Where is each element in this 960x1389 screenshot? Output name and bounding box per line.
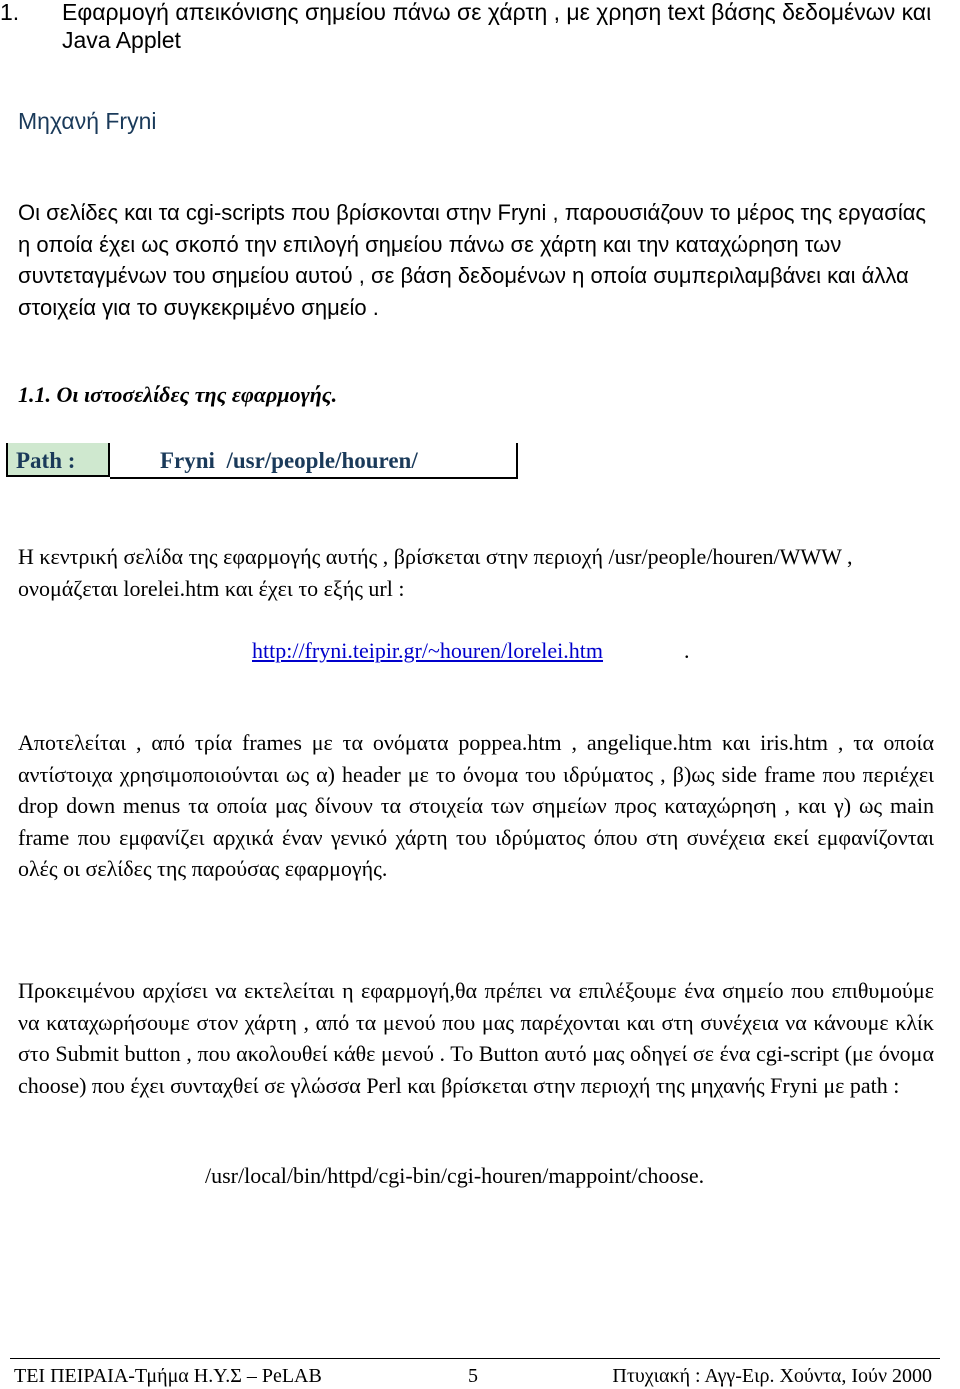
path-label: Path : — [16, 448, 76, 473]
submit-paragraph: Προκειμένου αρχίσει να εκτελείται η εφαρμογή,θα πρέπει να επιλέξουμε ένα σημείο που επιθυμούμε να καταχωρήσουμε στον χάρτη , από τα μενού που μας παρέχονται και στη συνέχεια να κάνουμε κλίκ στο Submit button , που ακολουθεί κάθε μενού . Το Button αυτό μας οδηγεί σε ένα cgi-script (με όνομα choose) που έχει συνταχθεί σε γλώσσα Perl και βρίσκεται στην περιοχή της μηχανής Fryni με path : — [18, 978, 934, 1098]
main-page-paragraph: Η κεντρική σελίδα της εφαρμογής αυτής , βρίσκεται στην περιοχή /usr/people/houren/WWW , ονομάζεται lorelei.htm και έχει το εξής url : — [18, 544, 853, 601]
intro-paragraph: Οι σελίδες και τα cgi-scripts που βρίσκονται στην Fryni , παρουσιάζουν το μέρος της εργασίας η οποία έχει ως σκοπό την επιλογή σημείου πάνω σε χάρτη και την καταχώρηση των συντεταγμένων του σημείου αυτού , σε βάση δεδομένων η οποία συμπεριλαμβάνει και άλλα στοιχεία για το συγκεκριμένο σημείο . — [18, 200, 927, 320]
footer-thesis-info: Πτυχιακή : Αγγ-Ειρ. Χούντα, Ιούν 2000 — [612, 1365, 932, 1387]
footer-institution: ΤΕΙ ΠΕΙΡΑΙΑ-Τμήμα Η.Υ.Σ – PeLAB — [14, 1365, 322, 1387]
url-suffix: . — [684, 638, 690, 663]
engine-title: Μηχανή Fryni — [18, 108, 157, 134]
cgi-path: /usr/local/bin/httpd/cgi-bin/cgi-houren/mappoint/choose. — [205, 1163, 705, 1188]
path-value: Fryni /usr/people/houren/ — [160, 448, 418, 473]
footer-divider — [10, 1358, 940, 1359]
chapter-heading — [0, 0, 940, 54]
footer-page-number: 5 — [468, 1365, 478, 1387]
chapter-title: Εφαρμογή απεικόνισης σημείου πάνω σε χάρτη , με χρηση text βάσης δεδομένων και Java Applet — [62, 0, 932, 53]
section-title: 1.1. Οι ιστοσελίδες της εφαρμογής. — [18, 382, 338, 407]
lorelei-url-link[interactable]: http://fryni.teipir.gr/~houren/lorelei.htm — [252, 638, 604, 663]
frames-paragraph: Αποτελείται , από τρία frames με τα ονόματα poppea.htm , angelique.htm και iris.htm , τα οποία αντίστοιχα χρησιμοποιούνται ως α) header με το όνομα του ιδρύματος , β)ως side frame που περιέχει drop down menus τα οποία μας δίνουν τα στοιχεία των σημείων προς καταχώρηση , και γ) ως main frame που εμφανίζει αρχικά έναν γενικό χάρτη του ιδρύματος όπου στη συνέχεια εκεί εμφανίζονται ολές οι σελίδες της παρούσας εφαρμογής. — [18, 730, 934, 881]
chapter-number: 1. — [0, 0, 20, 25]
